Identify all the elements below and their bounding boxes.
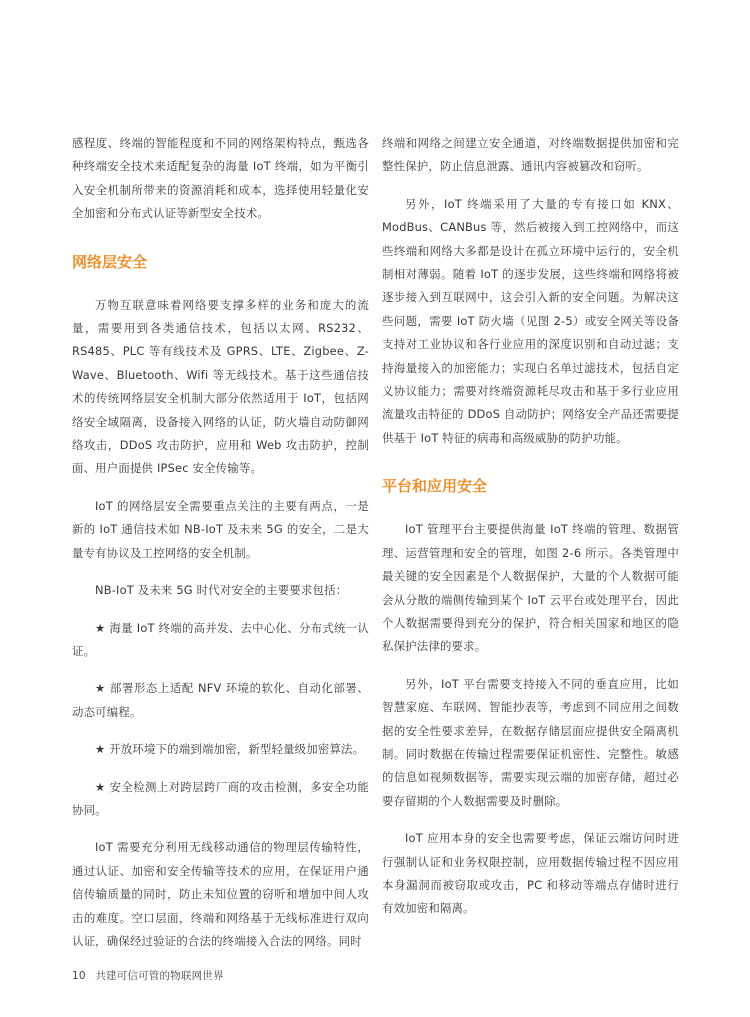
paragraph: IoT 需要充分利用无线移动通信的物理层传输特性，通过认证、加密和安全传输等技术的应用，在保证用户通信传输质量的同时，防止未知位置的窃听和增加中间人攻击的难度。空口层面，终端和网络基于无线标准进行双向认证，确保经过验证的合法的终端接入合法的网络。同时 — [72, 840, 369, 948]
paragraph: NB-IoT 及未来 5G 时代对安全的主要要求包括： — [95, 583, 348, 598]
right-column — [382, 132, 679, 935]
paragraph: 终端和网络之间建立安全通道，对终端数据提供加密和完整性保护，防止信息泄露、通讯内容被篡改和窃听。 — [382, 136, 679, 174]
paragraph: 感程度、终端的智能程度和不同的网络架构特点，甄选各种终端安全技术来适配复杂的海量 IoT 终端，如为平衡引入安全机制所带来的资源消耗和成本，选择使用轻量化安全加密和分布式认证等新型安全技术。 — [72, 136, 369, 221]
page-footer — [72, 968, 224, 983]
left-column — [72, 132, 369, 967]
paragraph: 另外，IoT 平台需要支持接入不同的垂直应用，比如智慧家庭、车联网、智能抄表等，考虑到不同应用之间数据的安全性要求差异，在数据存储层面应提供安全隔离机制。同时数据在传输过程需要保证机密性、完整性。敏感的信息如视频数据等，需要实现云端的加密存储，超过必要存留期的个人数据需要及时删除。 — [382, 676, 679, 808]
page-number: 10 — [72, 970, 86, 982]
bullet-item: ★ 部署形态上适配 NFV 环境的软化、自动化部署、动态可编程。 — [72, 681, 369, 719]
section-heading-network-security: 网络层安全 — [72, 252, 148, 271]
bullet-item: ★ 安全检测上对跨层跨厂商的攻击检测，多安全功能协同。 — [72, 779, 369, 817]
book-title: 共建可信可管的物联网世界 — [95, 970, 224, 982]
bullet-item: ★ 海量 IoT 终端的高并发、去中心化、分布式统一认证。 — [72, 620, 369, 658]
paragraph: IoT 的网络层安全需要重点关注的主要有两点，一是新的 IoT 通信技术如 NB-IoT 及未来 5G 的安全，二是大量专有协议及工控网络的安全机制。 — [72, 498, 369, 560]
bullet-item: ★ 开放环境下的端到端加密，新型轻量级加密算法。 — [95, 742, 365, 757]
paragraph: IoT 应用本身的安全也需要考虑，保证云端访问时进行强制认证和业务权限控制，应用数据传输过程不因应用本身漏洞而被窃取或攻击，PC 和移动等端点存储时进行有效加密和隔离。 — [382, 831, 679, 916]
section-heading-platform-app-security: 平台和应用安全 — [382, 477, 488, 496]
paragraph: IoT 管理平台主要提供海量 IoT 终端的管理、数据管理、运营管理和安全的管理，如图 2-6 所示。各类管理中最关键的安全因素是个人数据保护，大量的个人数据可能会从分散的端侧传输到某个 IoT 云平台或处理平台，因此个人数据需要得到充分的保护，符合相关国家和地区的隐私保护法律的要求。 — [382, 522, 679, 654]
paragraph: 另外，IoT 终端采用了大量的专有接口如 KNX、ModBus、CANBus 等，然后被接入到工控网络中，而这些终端和网络大多都是设计在孤立环境中运行的，安全机制相对薄弱。随着 IoT 的逐步发展，这些终端和网络将被逐步接入到互联网中，这会引入新的安全问题。为解决这些问题，需要 IoT 防火墙（见图 2-5）或安全网关等设备支持对工业协议和各行业应用的深度识别和自动过滤；支持海量接入的加密能力；实现白名单过滤技术，包括自定义协议能力；需要对终端资源耗尽攻击和基于多行业应用流量攻击特征的 DDoS 自动防护；网络安全产品还需要提供基于 IoT 特征的病毒和高级威胁的防护功能。 — [382, 196, 679, 445]
paragraph: 万物互联意味着网络要支撑多样的业务和庞大的流量，需要用到各类通信技术，包括以太网、RS232、RS485、PLC 等有线技术及 GPRS、LTE、Zigbee、Z-Wave、Bluetooth、Wifi 等无线技术。基于这些通信技术的传统网络层安全机制大部分依然适用于 IoT，包括网络安全域隔离，设备接入网络的认证，防火墙自动防御网络攻击，DDoS 攻击防护，应用和 Web 攻击防护，控制面、用户面提供 IPSec 安全传输等。 — [72, 297, 369, 476]
